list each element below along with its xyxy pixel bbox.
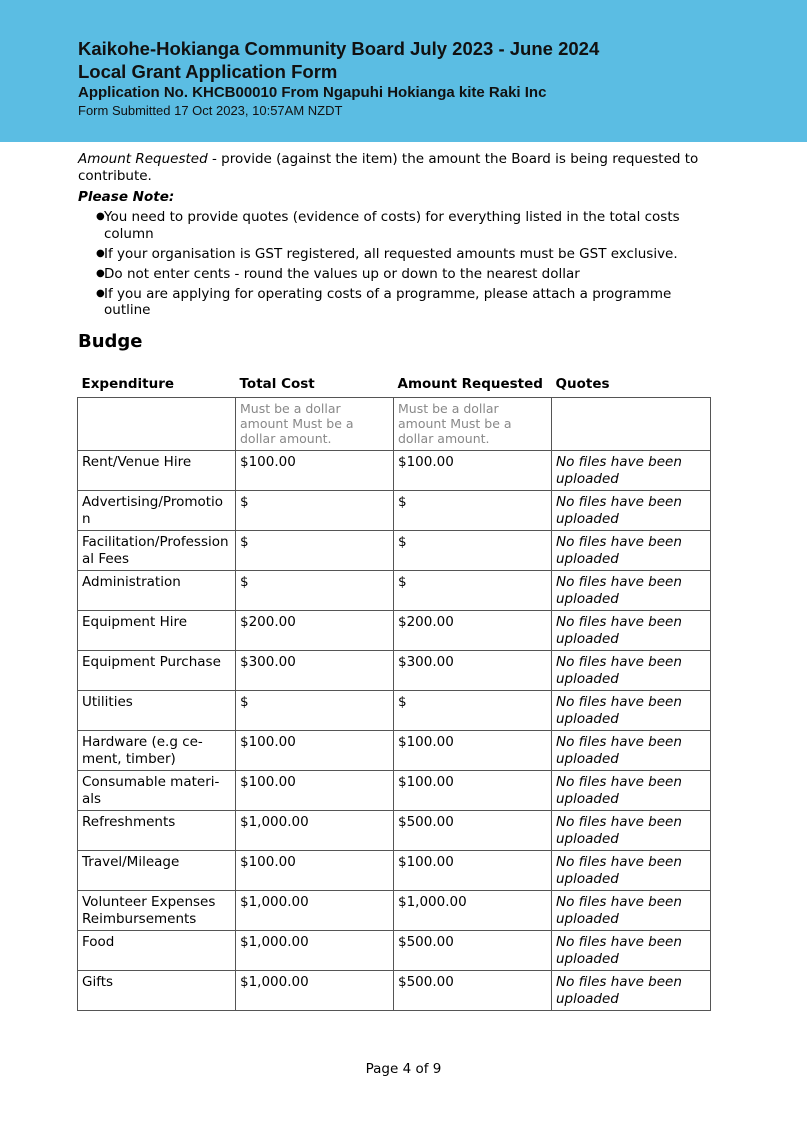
expenditure-cell: Refreshments: [78, 811, 236, 851]
quotes-cell: No files have been uploaded: [552, 771, 711, 811]
note-item: ● You need to provide quotes (evidence of costs) for everything listed in the total costs column: [96, 209, 680, 242]
table-row: [78, 531, 711, 571]
expenditure-cell: Equipment Purchase: [78, 651, 236, 691]
amount-requested-cell: $500.00: [394, 811, 552, 851]
column-header-quotes: Quotes: [555, 376, 610, 392]
total-cost-hint: Must be a dollar amount Must be a dollar amount.: [236, 398, 394, 451]
board-title: Kaikohe-Hokianga Community Board July 2023 - June 2024: [78, 38, 600, 59]
section-title: Budge: [78, 331, 143, 352]
column-header-total-cost: Total Cost: [239, 376, 315, 392]
hint-row: [78, 398, 711, 451]
amount-requested-cell: $500.00: [394, 971, 552, 1011]
amount-requested-cell: $100.00: [394, 731, 552, 771]
quotes-cell: No files have been uploaded: [552, 691, 711, 731]
intro-text: - provide (against the item) the amount the Board is being requested to contribute.: [78, 151, 699, 184]
submission-timestamp: Form Submitted 17 Oct 2023, 10:57AM NZDT: [78, 103, 343, 118]
total-cost-cell: $200.00: [236, 611, 394, 651]
table-row: [78, 571, 711, 611]
expenditure-cell: Travel/Mileage: [78, 851, 236, 891]
expenditure-cell: Facilitation/Profession al Fees: [78, 531, 236, 571]
quotes-cell: No files have been uploaded: [552, 571, 711, 611]
amount-requested-cell: $300.00: [394, 651, 552, 691]
bullet-icon: ●: [96, 211, 105, 222]
intro-paragraph: [78, 151, 728, 184]
expenditure-cell: Rent/Venue Hire: [78, 451, 236, 491]
note-title: Please Note:: [78, 189, 175, 205]
intro-label: Amount Requested: [78, 151, 208, 167]
quotes-cell: No files have been uploaded: [552, 891, 711, 931]
expenditure-cell: Equipment Hire: [78, 611, 236, 651]
amount-requested-cell: $100.00: [394, 451, 552, 491]
hint-cell-empty: [78, 398, 236, 451]
table-row: [78, 851, 711, 891]
table-row: [78, 451, 711, 491]
amount-requested-cell: $200.00: [394, 611, 552, 651]
quotes-cell: No files have been uploaded: [552, 451, 711, 491]
note-item: ● Do not enter cents - round the values up or down to the nearest dollar: [96, 265, 580, 282]
expenditure-cell: Food: [78, 931, 236, 971]
total-cost-cell: $100.00: [236, 851, 394, 891]
amount-requested-cell: $1,000.00: [394, 891, 552, 931]
amount-requested-cell: $100.00: [394, 771, 552, 811]
bullet-icon: ●: [96, 247, 105, 259]
amount-requested-cell: $500.00: [394, 931, 552, 971]
amount-requested-cell: $100.00: [394, 851, 552, 891]
table-row: [78, 811, 711, 851]
table-row: [78, 611, 711, 651]
page-number: Page 4 of 9: [365, 1061, 442, 1077]
total-cost-cell: $: [236, 491, 394, 531]
quotes-cell: No files have been uploaded: [552, 811, 711, 851]
quotes-cell: No files have been uploaded: [552, 931, 711, 971]
quotes-cell: No files have been uploaded: [552, 611, 711, 651]
table-row: [78, 771, 711, 811]
quotes-cell: No files have been uploaded: [552, 971, 711, 1011]
table-row: [78, 691, 711, 731]
page-header: [0, 0, 807, 142]
budget-table: [77, 374, 711, 1011]
expenditure-cell: Administration: [78, 571, 236, 611]
hint-cell-empty: [552, 398, 711, 451]
expenditure-cell: Consumable materi- als: [78, 771, 236, 811]
total-cost-cell: $: [236, 691, 394, 731]
total-cost-cell: $1,000.00: [236, 971, 394, 1011]
total-cost-cell: $1,000.00: [236, 931, 394, 971]
expenditure-cell: Hardware (e.g ce- ment, timber): [78, 731, 236, 771]
quotes-cell: No files have been uploaded: [552, 651, 711, 691]
table-row: [78, 931, 711, 971]
total-cost-cell: $100.00: [236, 771, 394, 811]
table-row: [78, 731, 711, 771]
total-cost-cell: $: [236, 531, 394, 571]
amount-requested-cell: $: [394, 491, 552, 531]
application-number: Application No. KHCB00010 From Ngapuhi Hokianga kite Raki Inc: [78, 84, 547, 101]
note-item: ● If your organisation is GST registered, all requested amounts must be GST exclusive.: [96, 245, 678, 262]
quotes-cell: No files have been uploaded: [552, 731, 711, 771]
table-header-row: [78, 374, 711, 398]
total-cost-cell: $100.00: [236, 731, 394, 771]
table-row: [78, 891, 711, 931]
notes-list: [96, 209, 716, 322]
expenditure-cell: Advertising/Promotio n: [78, 491, 236, 531]
form-title: Local Grant Application Form: [78, 61, 338, 82]
amount-requested-hint: Must be a dollar amount Must be a dollar amount.: [394, 398, 552, 451]
expenditure-cell: Gifts: [78, 971, 236, 1011]
total-cost-cell: $1,000.00: [236, 891, 394, 931]
total-cost-cell: $1,000.00: [236, 811, 394, 851]
column-header-amount-requested: Amount Requested: [397, 376, 543, 392]
table-row: [78, 971, 711, 1011]
total-cost-cell: $300.00: [236, 651, 394, 691]
total-cost-cell: $100.00: [236, 451, 394, 491]
quotes-cell: No files have been uploaded: [552, 491, 711, 531]
bullet-icon: ●: [96, 287, 105, 299]
expenditure-cell: Utilities: [78, 691, 236, 731]
amount-requested-cell: $: [394, 691, 552, 731]
expenditure-cell: Volunteer Expenses Reimbursements: [78, 891, 236, 931]
total-cost-cell: $: [236, 571, 394, 611]
table-row: [78, 491, 711, 531]
bullet-icon: ●: [96, 267, 105, 279]
amount-requested-cell: $: [394, 531, 552, 571]
note-item: ● If you are applying for operating costs of a programme, please attach a programme outline: [96, 285, 672, 318]
column-header-expenditure: Expenditure: [81, 376, 175, 392]
amount-requested-cell: $: [394, 571, 552, 611]
table-row: [78, 651, 711, 691]
quotes-cell: No files have been uploaded: [552, 531, 711, 571]
quotes-cell: No files have been uploaded: [552, 851, 711, 891]
